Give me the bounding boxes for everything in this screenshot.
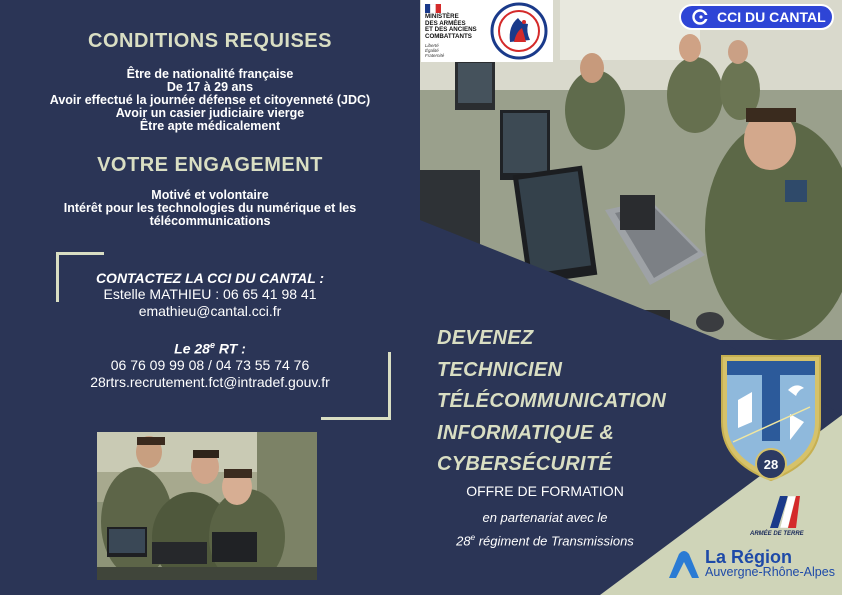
headline-line: INFORMATIQUE & [437,421,615,444]
contact-cci-heading: CONTACTEZ LA CCI DU CANTAL : [95,270,325,286]
region-subtitle: Auvergne-Rhône-Alpes [705,565,835,579]
partner-suffix: régiment de Transmissions [475,533,634,549]
conditions-title: CONDITIONS REQUISES [88,30,332,52]
conditions-line: Avoir effectué la journée défense et citoyenneté (JDC) [49,93,371,107]
engagement-title: VOTRE ENGAGEMENT [97,154,323,176]
cci-logo-icon [692,9,708,25]
ministry-line: ET DES ANCIENS [425,26,477,33]
conditions-line: Être de nationalité française [126,67,294,81]
ministry-line: DES ARMÉES [425,19,466,27]
motto-line: Fraternité [425,53,445,58]
ministry-motto [425,43,444,58]
contact-rt-phones: 06 76 09 99 08 / 04 73 55 74 76 [110,356,310,373]
headline-line: TECHNICIEN [437,358,563,381]
contact-rt-email[interactable]: 28rtrs.recrutement.fct@intradef.gouv.fr [90,373,330,390]
offre-label: OFFRE DE FORMATION [466,483,624,499]
region-title: La Région [705,547,793,567]
conditions-line: De 17 à 29 ans [166,80,254,94]
armee-de-terre-label: ARMÉE DE TERRE [750,531,804,537]
ministry-line: MINISTÈRE [425,13,459,20]
headline-line: CYBERSÉCURITÉ [437,453,613,475]
cci-badge [679,4,834,30]
rt-heading-sup: e [209,340,215,350]
headline-line: TÉLÉCOMMUNICATION [437,390,667,412]
partner-line-2 [410,528,680,551]
conditions-line: Avoir un casier judiciaire vierge [115,106,305,120]
conditions-line: Être apte médicalement [139,119,281,133]
armee-de-terre-logo-icon [766,494,802,530]
engagement-line: Intérêt pour les technologies du numérique et les [63,201,357,215]
regiment-insignia-icon [718,352,824,484]
engagement-line: Motivé et volontaire [151,188,269,202]
headline [437,323,666,481]
headline-line: DEVENEZ [437,327,534,349]
rt-heading-number: Le 28 [174,340,210,357]
partner-sup: e [470,533,476,542]
engagement-line: télécommunications [149,214,271,228]
region-logo-icon [667,548,701,580]
rt-heading-suffix: RT : [214,340,246,357]
motto-line: Liberté [425,43,439,48]
garde-nationale-logo [485,0,553,62]
cci-badge-label: CCI DU CANTAL [717,9,826,25]
marianne-flag-icon [425,4,441,13]
partner-text [410,508,680,551]
contact-cci-phone: Estelle MATHIEU : 06 65 41 98 41 [103,286,317,302]
ministry-logo [421,0,485,62]
partner-line-1: en partenariat avec le [482,510,608,525]
insignia-number: 28 [763,457,779,472]
ministry-name [425,14,477,40]
contact-cci-email[interactable]: emathieu@cantal.cci.fr [138,303,282,319]
partner-number: 28 [456,533,471,549]
garde-nationale-emblem-icon [490,2,548,60]
ministry-line: COMBATTANTS [425,32,472,40]
motto-line: Égalité [425,48,439,53]
